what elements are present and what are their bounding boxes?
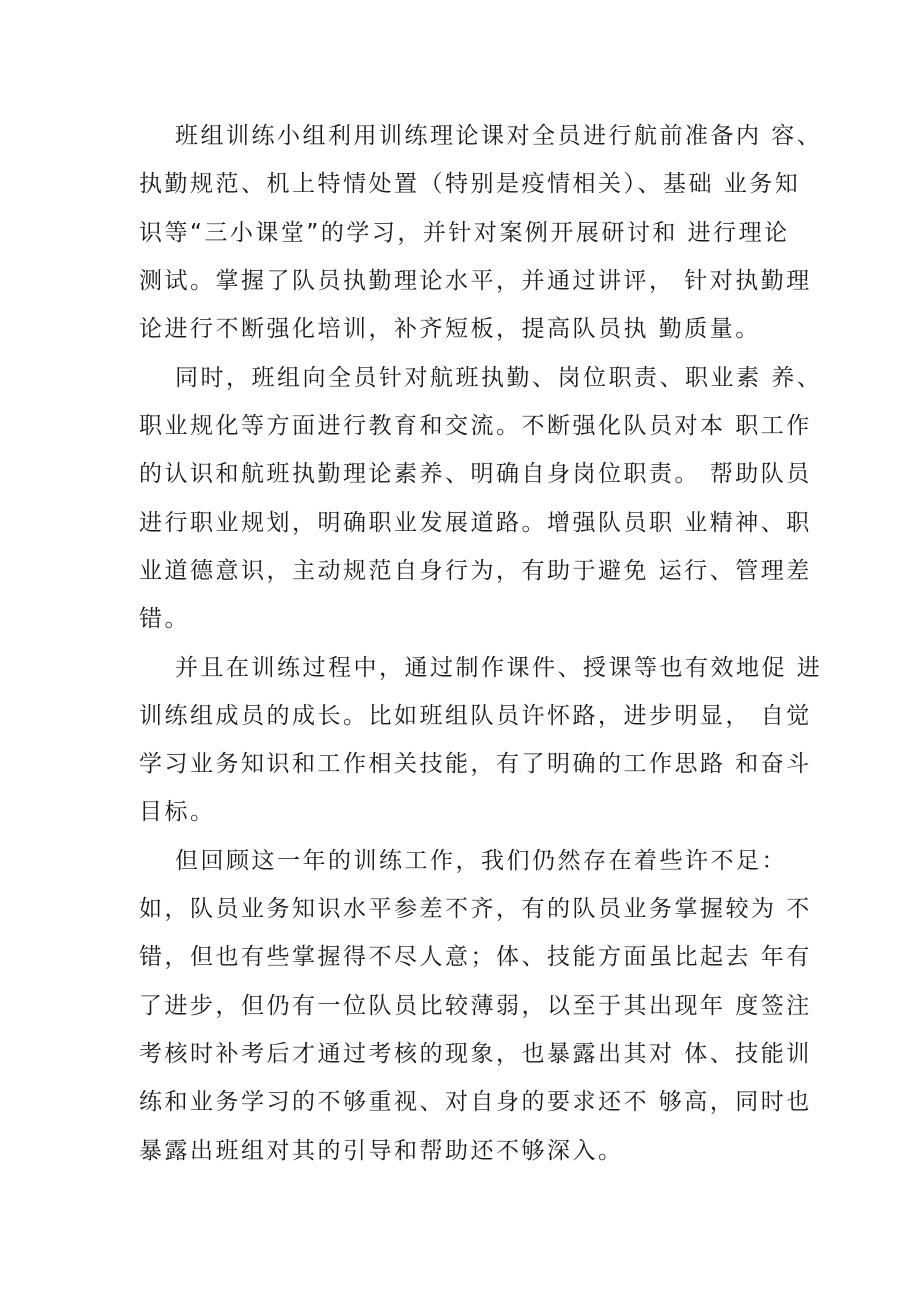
text-line: 暴露出班组对其的引导和帮助还不够深入。 — [139, 1138, 624, 1164]
text-line: 进行职业规划，明确职业发展道路。增强队员职 业精神、职 — [139, 510, 812, 536]
text-line: 训练组成员的成长。比如班组队员许怀路，进步明显， 自觉 — [139, 703, 812, 729]
text-line: 如，队员业务知识水平参差不齐，有的队员业务掌握较为 不 — [139, 896, 812, 922]
text-line: 测试。掌握了队员执勤理论水平，并通过讲评， 针对执勤理 — [139, 268, 812, 294]
text-line: 论进行不断强化培训，补齐短板，提高队员执 勤质量。 — [139, 316, 761, 342]
text-line: 学习业务知识和工作相关技能，有了明确的工作思路 和奋斗 — [139, 751, 812, 777]
text-line: 考核时补考后才通过考核的现象，也暴露出其对 体、技能训 — [139, 1041, 812, 1067]
text-line: 业道德意识，主动规范自身行为，有助于避免 运行、管理差 — [139, 558, 812, 584]
text-line: 练和业务学习的不够重视、对自身的要求还不 够高，同时也 — [139, 1089, 812, 1115]
text-line: 错。 — [139, 606, 190, 632]
text-line: 职业规化等方面进行教育和交流。不断强化队员对本 职工作 — [139, 413, 812, 439]
text-line: 识等“三小课堂”的学习，并针对案例开展研讨和 进行理论 — [139, 220, 790, 246]
text-line: 的认识和航班执勤理论素养、明确自身岗位职责。 帮助队员 — [139, 461, 812, 487]
text-line: 目标。 — [139, 799, 216, 825]
text-line: 并且在训练过程中，通过制作课件、授课等也有效地促 进 — [175, 655, 823, 681]
text-line: 了进步，但仍有一位队员比较薄弱，以至于其出现年 度签注 — [139, 993, 812, 1019]
text-line: 错，但也有些掌握得不尽人意；体、技能方面虽比起去 年有 — [139, 944, 812, 970]
text-line: 执勤规范、机上特情处置（特别是疫情相关）、基础 业务知 — [139, 171, 801, 197]
text-line: 同时，班组向全员针对航班执勤、岗位职责、职业素 养、 — [175, 365, 823, 391]
text-line: 班组训练小组利用训练理论课对全员进行航前准备内 容、 — [175, 123, 823, 149]
text-line: 但回顾这一年的训练工作，我们仍然存在着些许不足： — [175, 848, 787, 874]
